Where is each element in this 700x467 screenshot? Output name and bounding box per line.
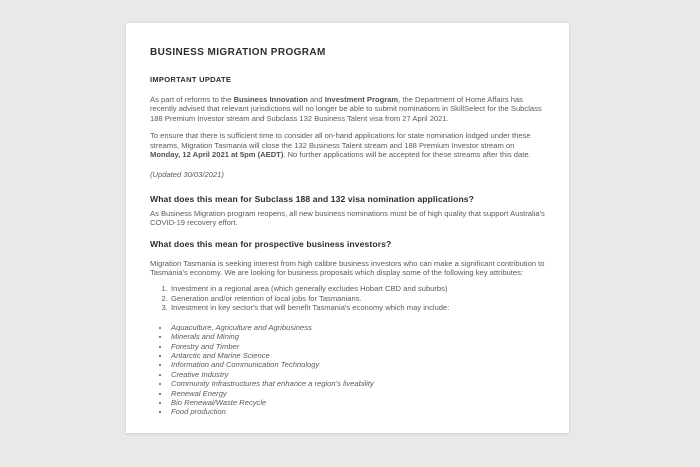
list-item: • Renewal Energy bbox=[170, 389, 545, 398]
list-item: 3. Investment in key sector's that will benefit Tasmania's economy which may include: bbox=[170, 303, 545, 312]
list-item: • Minerals and Mining bbox=[170, 332, 545, 341]
text-segment: To ensure that there is sufficient time to consider all on-hand applications for state nomination lodged under these streams, Migration Tasmania will close the 132 Business Talent stream and 188 Premium Investor stream on bbox=[150, 131, 531, 150]
list-item: 1. Investment in a regional area (which generally excludes Hobart CBD and suburbs) bbox=[170, 284, 545, 293]
subclass-section-heading: What does this mean for Subclass 188 and 132 visa nomination applications? bbox=[150, 193, 475, 204]
key-attributes-list bbox=[150, 284, 545, 312]
updated-note: (Updated 30/03/2021) bbox=[150, 170, 224, 180]
text-segment: Monday, 12 April 2021 at 5pm (AEDT) bbox=[150, 150, 284, 160]
page-title: BUSINESS MIGRATION PROGRAM bbox=[150, 47, 326, 58]
text-segment: . No further applications will be accepted for these streams after this date. bbox=[283, 150, 531, 160]
reforms-paragraph bbox=[150, 95, 545, 123]
list-item: • Information and Communication Technology bbox=[170, 360, 545, 369]
text-segment: Business Innovation bbox=[233, 95, 308, 104]
text-segment: , the Department of Home Affairs has recently advised that relevant jurisdictions will no longer be able to submit nominations in SkillSelect for the Subclass 188 Premium Investor stream and Subclass 132 Business Talent visa from 27 April 2021. bbox=[150, 95, 542, 123]
subclass-section-paragraph: As Business Migration program reopens, all new business nominations must be of high quality that support Australia's COVID-19 recovery effort. bbox=[150, 208, 545, 228]
list-item: • Bio Renewal/Waste Recycle bbox=[170, 398, 545, 407]
closure-paragraph bbox=[150, 131, 545, 159]
investors-section-paragraph: Migration Tasmania is seeking interest from high calibre business investors who can make a significant contribution to Tasmania's economy. We are looking for business proposals which display some of the following key attributes: bbox=[150, 258, 545, 278]
list-item: 2. Generation and/or retention of local jobs for Tasmanians. bbox=[170, 294, 545, 303]
content-card bbox=[126, 23, 569, 433]
list-item: • Aquaculture, Agriculture and Agribusiness bbox=[170, 323, 545, 332]
list-item: • Community Infrastructures that enhance a region's liveability bbox=[170, 379, 545, 388]
text-segment: As part of reforms to the bbox=[150, 95, 234, 104]
key-sectors-list bbox=[150, 323, 545, 417]
list-item: • Forestry and Timber bbox=[170, 342, 545, 351]
list-item: • Antarctic and Marine Science bbox=[170, 351, 545, 360]
text-segment: Investment Program bbox=[324, 95, 399, 104]
list-item: • Creative Industry bbox=[170, 370, 545, 379]
list-item: • Food production bbox=[170, 407, 545, 416]
important-update-heading: IMPORTANT UPDATE bbox=[150, 75, 232, 84]
investors-section-heading: What does this mean for prospective business investors? bbox=[150, 238, 392, 249]
text-segment: and bbox=[307, 95, 325, 104]
